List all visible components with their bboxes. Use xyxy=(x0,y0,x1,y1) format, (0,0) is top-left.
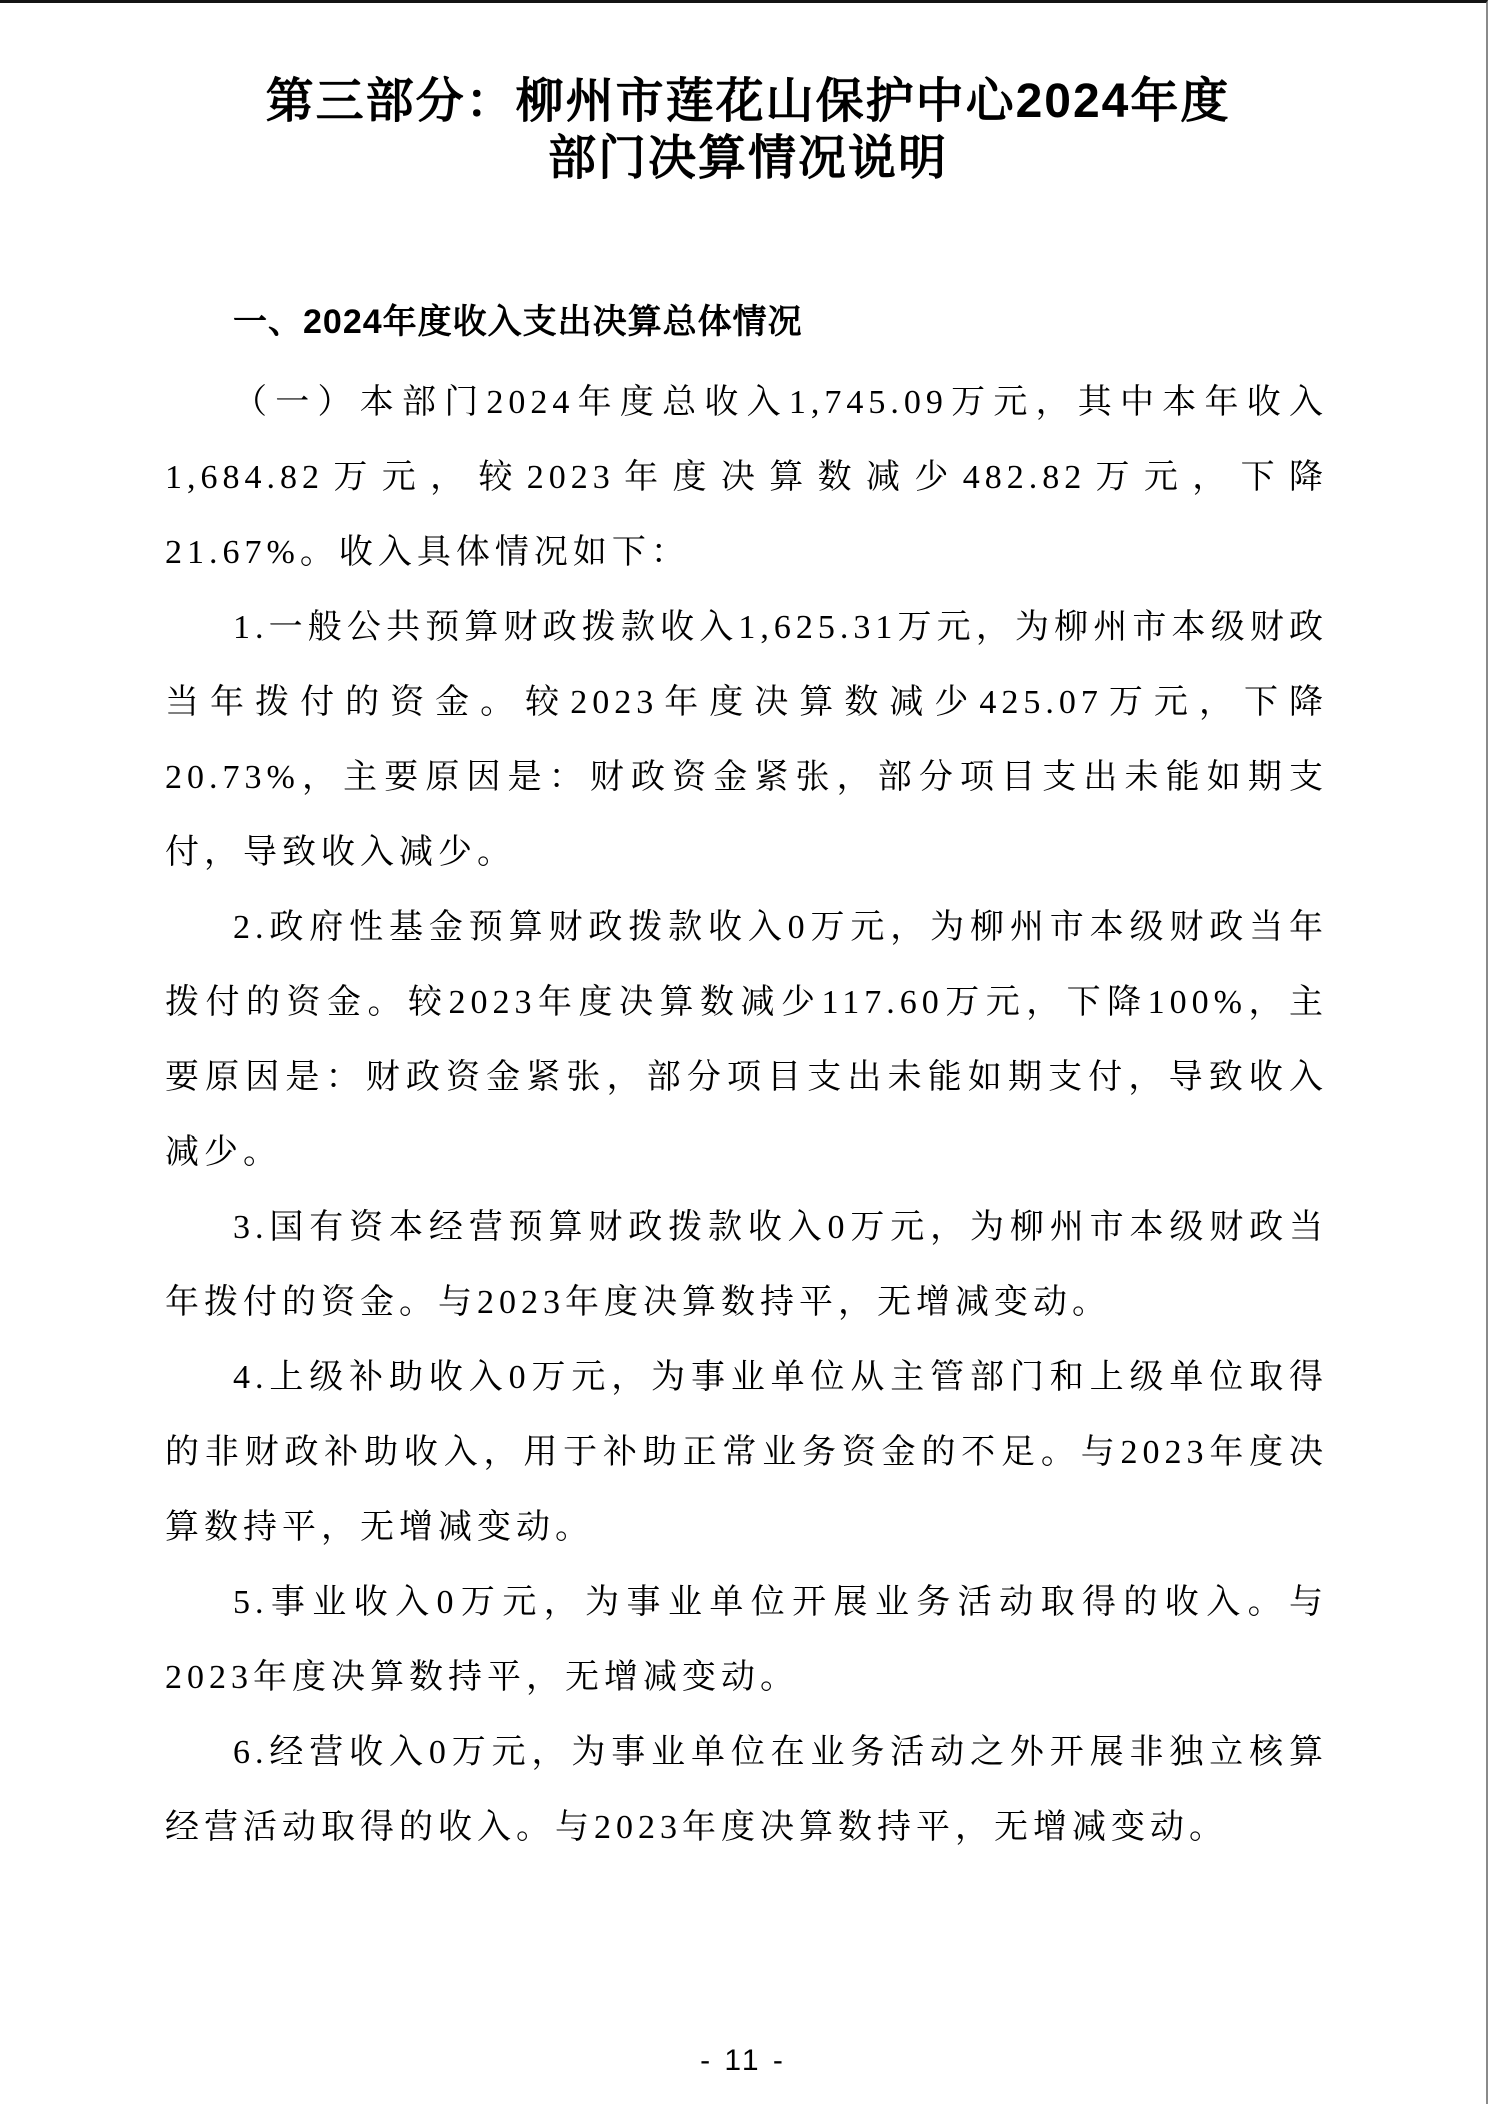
paragraph-general-public-budget: 1.一般公共预算财政拨款收入1,625.31万元，为柳州市本级财政当年拨付的资金。较2023年度决算数减少425.07万元，下降20.73%，主要原因是：财政资金紧张，部分项目支出未能如期支付，导致收入减少。 xyxy=(165,609,1328,871)
paragraph-institutional-income: 5.事业收入0万元，为事业单位开展业务活动取得的收入。与2023年度决算数持平，无增减变动。 xyxy=(165,1584,1328,1696)
document-body xyxy=(165,365,1328,1865)
paragraph-government-fund-budget: 2.政府性基金预算财政拨款收入0万元，为柳州市本级财政当年拨付的资金。较2023年度决算数减少117.60万元，下降100%，主要原因是：财政资金紧张，部分项目支出未能如期支付，导致收入减少。 xyxy=(165,909,1328,1171)
document-title-line1: 第三部分：柳州市莲花山保护中心2024年度 xyxy=(265,75,1231,128)
paragraph-total-revenue-overview: （一）本部门2024年度总收入1,745.09万元，其中本年收入1,684.82万元，较2023年度决算数减少482.82万元，下降21.67%。收入具体情况如下： xyxy=(165,384,1328,571)
paragraph-operating-income: 6.经营收入0万元，为事业单位在业务活动之外开展非独立核算经营活动取得的收入。与2023年度决算数持平，无增减变动。 xyxy=(165,1734,1328,1846)
document-title-line2: 部门决算情况说明 xyxy=(547,132,948,185)
paragraph-state-capital-budget: 3.国有资本经营预算财政拨款收入0万元，为柳州市本级财政当年拨付的资金。与2023年度决算数持平，无增减变动。 xyxy=(165,1209,1328,1321)
page-number: - 11 - xyxy=(700,2044,786,2077)
paragraph-superior-subsidy-income: 4.上级补助收入0万元，为事业单位从主管部门和上级单位取得的非财政补助收入，用于补助正常业务资金的不足。与2023年度决算数持平，无增减变动。 xyxy=(165,1359,1328,1546)
section-heading: 一、2024年度收入支出决算总体情况 xyxy=(233,303,803,341)
document-title xyxy=(160,73,1336,187)
